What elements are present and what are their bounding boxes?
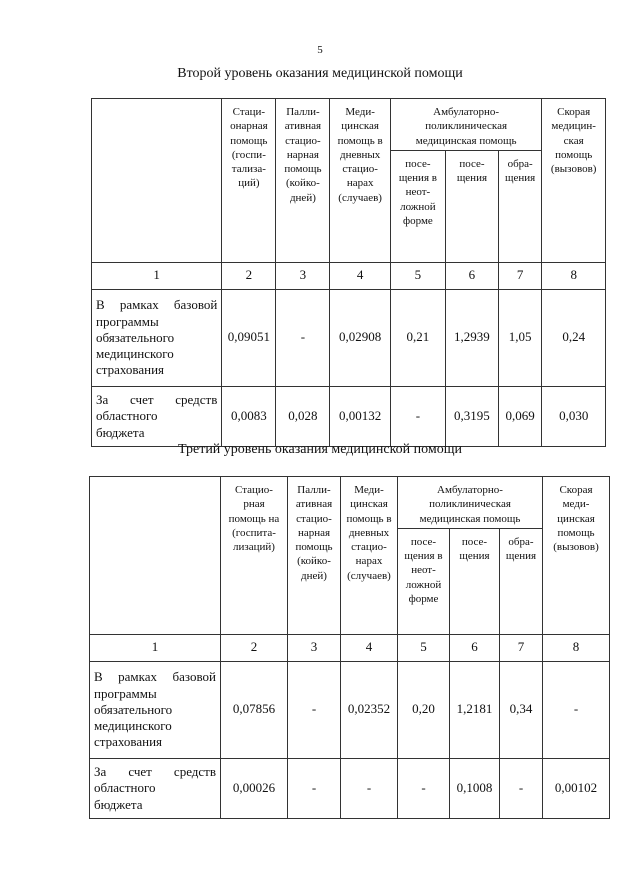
text-line: (койко- [297, 555, 331, 568]
column-number: 3 [276, 262, 330, 289]
table-cell: 0,069 [498, 386, 541, 446]
table-cell: 0,1008 [450, 758, 500, 818]
column-number: 7 [500, 634, 543, 661]
page-number: 5 [317, 44, 323, 56]
text-line: онарная [230, 120, 268, 133]
column-number: 7 [498, 262, 541, 289]
table-cell: 0,34 [500, 661, 543, 758]
table-cell: - [276, 289, 330, 386]
text-line: Стацио- [235, 484, 273, 496]
text-line: дневных [348, 526, 390, 539]
text-line: поликлиническая [429, 498, 511, 511]
text-line: Стаци- [232, 106, 266, 118]
column-number: 3 [288, 634, 341, 661]
text-line: щения [505, 550, 537, 563]
table-row [92, 386, 606, 446]
row-label [92, 289, 222, 386]
table-cell: - [543, 661, 610, 758]
text-line: страхования [96, 362, 165, 378]
text-line: щения [505, 172, 536, 185]
header-outpatient [390, 99, 542, 151]
section-title-level-3: Третий уровень оказания медицинской помощи [177, 442, 463, 457]
text-line: помощь [284, 163, 322, 176]
table-cell: 0,20 [398, 661, 450, 758]
table-cell: 0,030 [542, 386, 606, 446]
table-cell: 0,02908 [330, 289, 390, 386]
text-line: (госпи- [231, 148, 266, 161]
text-line: форме [408, 593, 439, 606]
text-line: помощь [555, 148, 593, 161]
text-line: За счет средств [94, 764, 216, 780]
text-line: медицинского [94, 718, 172, 734]
text-line: цинская [350, 498, 388, 511]
text-line: цинская [557, 512, 595, 525]
text-line: стацио- [351, 541, 387, 554]
table-cell: 0,07856 [221, 661, 288, 758]
column-number: 8 [542, 262, 606, 289]
text-line: (случаев) [347, 569, 391, 582]
text-line: посе- [461, 535, 488, 548]
column-number: 6 [445, 262, 498, 289]
header-emergency [543, 477, 610, 635]
text-line: помощь [295, 541, 333, 554]
text-line: ская [563, 134, 584, 147]
text-line: обязательного [96, 329, 175, 345]
text-line: ложной [400, 200, 436, 213]
text-line: щения в [404, 550, 443, 563]
text-line: За счет средств [96, 392, 218, 408]
text-line: ативная [295, 498, 333, 511]
table-cell: - [500, 758, 543, 818]
table-cell: 0,24 [542, 289, 606, 386]
column-number: 5 [390, 262, 445, 289]
text-line: программы [94, 685, 157, 701]
text-line: неот- [405, 186, 431, 199]
text-line: Палли- [286, 106, 320, 118]
text-line: лизаций) [233, 541, 275, 554]
text-line: программы [96, 313, 159, 329]
table-level-2 [91, 98, 606, 447]
text-line: дней) [301, 569, 327, 582]
text-line: помощь в [337, 134, 383, 147]
header-outpatient [398, 477, 543, 529]
text-line: (койко- [286, 177, 320, 190]
table-cell: 0,21 [390, 289, 445, 386]
text-line: Амбулаторно- [437, 484, 503, 496]
table-cell: - [288, 758, 341, 818]
header-palliative [276, 99, 330, 263]
text-line: областного [96, 408, 158, 424]
header-inpatient [221, 477, 288, 635]
text-line: тализа- [231, 163, 266, 176]
table-cell: 1,2181 [450, 661, 500, 758]
text-line: нарах [346, 177, 374, 190]
table-level-3 [89, 476, 610, 819]
header-urgent-visits [398, 528, 450, 634]
column-number: 8 [543, 634, 610, 661]
column-number: 6 [450, 634, 500, 661]
header-urgent-visits [390, 150, 445, 262]
table-cell: 0,00102 [543, 758, 610, 818]
column-number: 4 [341, 634, 398, 661]
text-line: дней) [289, 191, 316, 204]
text-line: Скорая [559, 484, 593, 496]
table-cell: 0,0083 [222, 386, 276, 446]
text-line: Меди- [345, 106, 375, 118]
text-line: (случаев) [338, 191, 382, 204]
text-line: медицин- [551, 120, 596, 133]
column-number: 2 [222, 262, 276, 289]
text-line: Скорая [557, 106, 591, 118]
text-line: щения в [398, 172, 437, 185]
row-label [90, 758, 221, 818]
header-visits [445, 150, 498, 262]
text-line: ложной [405, 578, 442, 591]
text-line: помощь [557, 526, 595, 539]
table-cell: 0,3195 [445, 386, 498, 446]
text-line: В рамках базовой [94, 669, 216, 685]
table-cell: 1,2939 [445, 289, 498, 386]
header-empty-cell [90, 477, 221, 635]
table-cell: 0,00132 [330, 386, 390, 446]
header-palliative [288, 477, 341, 635]
section-title-level-2: Второй уровень оказания медицинской помощи [177, 66, 463, 81]
text-line: (госпита- [232, 526, 276, 539]
text-line: медицинская помощь [415, 134, 517, 147]
text-line: стацио- [296, 512, 332, 525]
text-line: медицинская помощь [419, 512, 521, 525]
table-cell: 0,028 [276, 386, 330, 446]
header-visits [450, 528, 500, 634]
text-line: В рамках базовой [96, 297, 218, 313]
table-row [90, 758, 610, 818]
table-cell: 0,00026 [221, 758, 288, 818]
text-line: щения [456, 172, 488, 185]
text-line: рная [243, 498, 265, 511]
text-line: стацио- [285, 134, 321, 147]
text-line: (вызовов) [553, 541, 599, 554]
text-line: нарная [286, 148, 319, 161]
table-row [92, 289, 606, 386]
text-line: нарах [355, 555, 383, 568]
text-line: Палли- [297, 484, 331, 496]
table-cell: 1,05 [498, 289, 541, 386]
text-line: помощь в [346, 512, 392, 525]
header-inpatient [222, 99, 276, 263]
text-line: Амбулаторно- [433, 106, 500, 118]
header-empty-cell [92, 99, 222, 263]
text-line: посе- [459, 157, 485, 170]
text-line: обязательного [94, 701, 173, 717]
header-appeals [498, 150, 541, 262]
column-number: 4 [330, 262, 390, 289]
table-cell: - [288, 661, 341, 758]
text-line: стацио- [342, 163, 378, 176]
text-line: Меди- [354, 484, 384, 496]
text-line: поликлиническая [425, 120, 508, 133]
column-number: 5 [398, 634, 450, 661]
text-line: неот- [411, 564, 436, 577]
header-day-hospital [341, 477, 398, 635]
table-cell: 0,02352 [341, 661, 398, 758]
text-line: бюджета [94, 796, 143, 812]
text-line: меди- [562, 498, 590, 511]
text-line: дневных [339, 148, 381, 161]
table-cell: - [390, 386, 445, 446]
table-cell: 0,09051 [222, 289, 276, 386]
text-line: обра- [507, 157, 533, 170]
table-cell: - [398, 758, 450, 818]
text-line: помощь на [228, 512, 280, 525]
row-label [90, 661, 221, 758]
text-line: бюджета [96, 424, 145, 440]
text-line: щения [459, 550, 490, 563]
text-line: областного [94, 780, 156, 796]
text-line: посе- [405, 157, 431, 170]
table-cell: - [341, 758, 398, 818]
text-line: медицинского [96, 346, 174, 362]
column-number: 1 [90, 634, 221, 661]
text-line: посе- [410, 535, 437, 548]
header-day-hospital [330, 99, 390, 263]
text-line: страхования [94, 734, 163, 750]
text-line: обра- [508, 535, 534, 548]
text-line: форме [402, 215, 433, 228]
text-line: ций) [238, 177, 260, 190]
header-emergency [542, 99, 606, 263]
table-row [90, 661, 610, 758]
column-number: 2 [221, 634, 288, 661]
text-line: нарная [297, 526, 331, 539]
row-label [92, 386, 222, 446]
text-line: ативная [284, 120, 322, 133]
text-line: цинская [341, 120, 379, 133]
header-appeals [500, 528, 543, 634]
text-line: помощь [230, 134, 268, 147]
column-number: 1 [92, 262, 222, 289]
text-line: (вызовов) [550, 163, 597, 176]
